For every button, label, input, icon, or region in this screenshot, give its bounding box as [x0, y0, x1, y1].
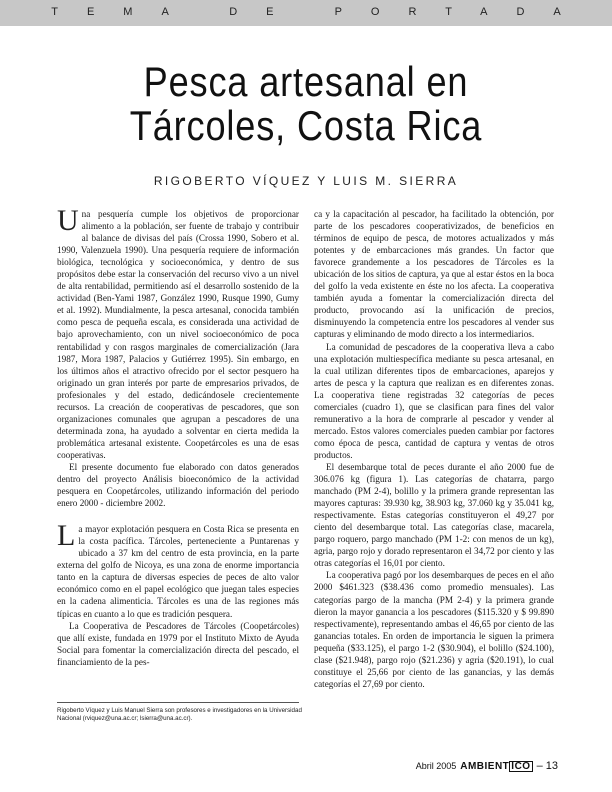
article-title-line-2: Tárcoles, Costa Rica [129, 102, 483, 149]
issue-date: Abril 2005 [415, 761, 457, 771]
left-paragraph-1: Una pesquería cumple los objetivos de proporcionar alimento a la población, ser fuente de trabajo y contribuir al balance de divisas del país (Crossa 1990, Sobero et al. 1990, Valenzuela 1990). Una pesquería requiere de información biológica, tecnológica y socioeconómica, y dentro de sus propósitos debe estar la conservación del recurso vivo a un nivel de alta rentabilidad, permitiendo así el desarrollo sostenido de la actividad (Ben-Yami 1987, González 1990, Rusque 1990, Gumy et al. 1992). Mundialmente, la pesca artesanal, conocida también como pesca de pequeña escala, es considerada una actividad de bajo aprovechamiento, con un nivel socioeconómico de poca rentabilidad y con rasgos marginales de comercialización (Jara 1987, Mora 1987, Palacios y Gutiérrez 1995). Sin embargo, en los últimos años el atractivo ofrecido por el sector pesquero ha originado un gran interés por parte de empresarios privados, de profesionales y del estado, dedicándosele crecientemente recursos. La creación de cooperativas de pescadores, que son organizaciones comunales que agrupan a pescadores de una determinada zona, ha ayudado a solventar en cierta medida la problemática artesanal existente. Coopetárcoles es una de esas cooperativas. [57, 204, 299, 460]
page-footer [416, 760, 558, 772]
right-paragraph-3: El desembarque total de peces durante el año 2000 fue de 306.076 kg (figura 1). Las categorías de chatarra, pargo manchado (PM 2-4), bolillo y la primera grande representan las mayores capturas: 39.930 kg, 38.903 kg, 37.060 kg y 35.041 kg, respectivamente. Estas categorías constituyeron el 49,27 por ciento del desembarque total. Las categorías clase, macarela, pargo roquero, pargo manchado (PM 1-2: con menos de un kg), agria, pargo rojo y dorado representaron el 34,72 por ciento y las otras categorías el 16,01 por ciento. [314, 461, 554, 569]
page-number: – 13 [536, 760, 558, 772]
author-footnote: Rigoberto Víquez y Luis Manuel Sierra son profesores e investigadores en la Universidad Nacional (rviquez@una.ac.cr; lsierra@una.ac.cr). [57, 707, 302, 722]
drop-cap: U [57, 204, 79, 237]
article-title-line-1: Pesca artesanal en [143, 58, 469, 105]
right-paragraph-1: ca y la capacitación al pescador, ha facilitado la obtención, por parte de los pescadores cooperativizados, de beneficios en términos de equipo de pesca, de motores actualizados y más potentes y de embarcaciones más grandes. Un factor que favorece grandemente a los pescadores de Tárcoles es la ubicación de los sitios de captura, ya que al estar éstos en la boca del golfo la veda existente en éste no los afecta. La cooperativa también ayuda a fomentar la comercialización directa del producto, provocando así la unificación de precios, disminuyendo la competencia entre los pescadores al vender sus capturas y eliminando de modo directo a los intermediarios. [314, 209, 554, 340]
left-paragraph-3: La mayor explotación pesquera en Costa Rica se presenta en la costa pacífica. Tárcoles, perteneciente a Puntarenas y ubicado a 37 km del centro de esta provincia, en la parte externa del golfo de Nicoya, es una zona de enorme importancia tanto en la captura de diversas especies de peces de alto valor económico como en el papel ecológico que juegan tales especies en la cadena alimenticia. Tárcoles es una de las regiones más típicas en cuanto a lo que es tradición pesquera. [57, 519, 299, 619]
footnote-divider [57, 702, 299, 703]
right-paragraph-2: La comunidad de pescadores de la cooperativa lleva a cabo una explotación multiespecífica mediante su pesca artesanal, en la cual utilizan diferentes tipos de embarcaciones, aparejos y artes de pesca y la captura que realizan es en diferentes zonas. La cooperativa tiene registradas 32 categorías de peces comerciales (cuadro 1), que se clasifican para fines del valor remunerativo a la hora de comprarle al pescador y vender al mercado. Estos valores comerciales pueden cambiar por factores como época de pesca, cantidad de captura y ventas de otros productos. [314, 341, 554, 460]
left-column [57, 204, 299, 668]
left-paragraph-2: El presente documento fue elaborado con datos generados dentro del proyecto Análisis bioeconómico de la actividad pesquera en Coopetárcoles, utilizando información del periodo enero 2000 - diciembre 2002. [57, 461, 299, 509]
article-authors: RIGOBERTO VÍQUEZ Y LUIS M. SIERRA [153, 174, 459, 188]
drop-cap: L [57, 519, 76, 553]
section-header: TEMA DE PORTADA [51, 6, 590, 18]
magazine-logo: AMBIENT ICO [460, 760, 531, 772]
right-column [314, 208, 554, 690]
right-paragraph-4: La cooperativa pagó por los desembarques de peces en el año 2000 $461.323 ($38.436 como promedio mensuales). Las categorías pargo de la mancha (PM 2-4) y la primera grande dieron la mayor ganancia a los pescadores ($115.320 y $ 99.890 respectivamente), representando ambas el 46,65 por ciento de las ganancias totales. En orden de importancia le siguen la primera pequeña ($33.125), el pargo 1-2 ($30.904), el bolillo ($24.100), clase ($21.948), pargo rojo ($21.236) y agria ($20.191), lo cual constituye el 25,66 por ciento de las ganancias, y las demás categorías el 27,69 por ciento. [314, 570, 554, 689]
left-paragraph-4: La Cooperativa de Pescadores de Tárcoles (Coopetárcoles) que allí existe, fundada en 1979 por el Instituto Mixto de Ayuda Social para fomentar la comercialización directa del pescado, el financiamiento de la pes- [57, 620, 299, 667]
